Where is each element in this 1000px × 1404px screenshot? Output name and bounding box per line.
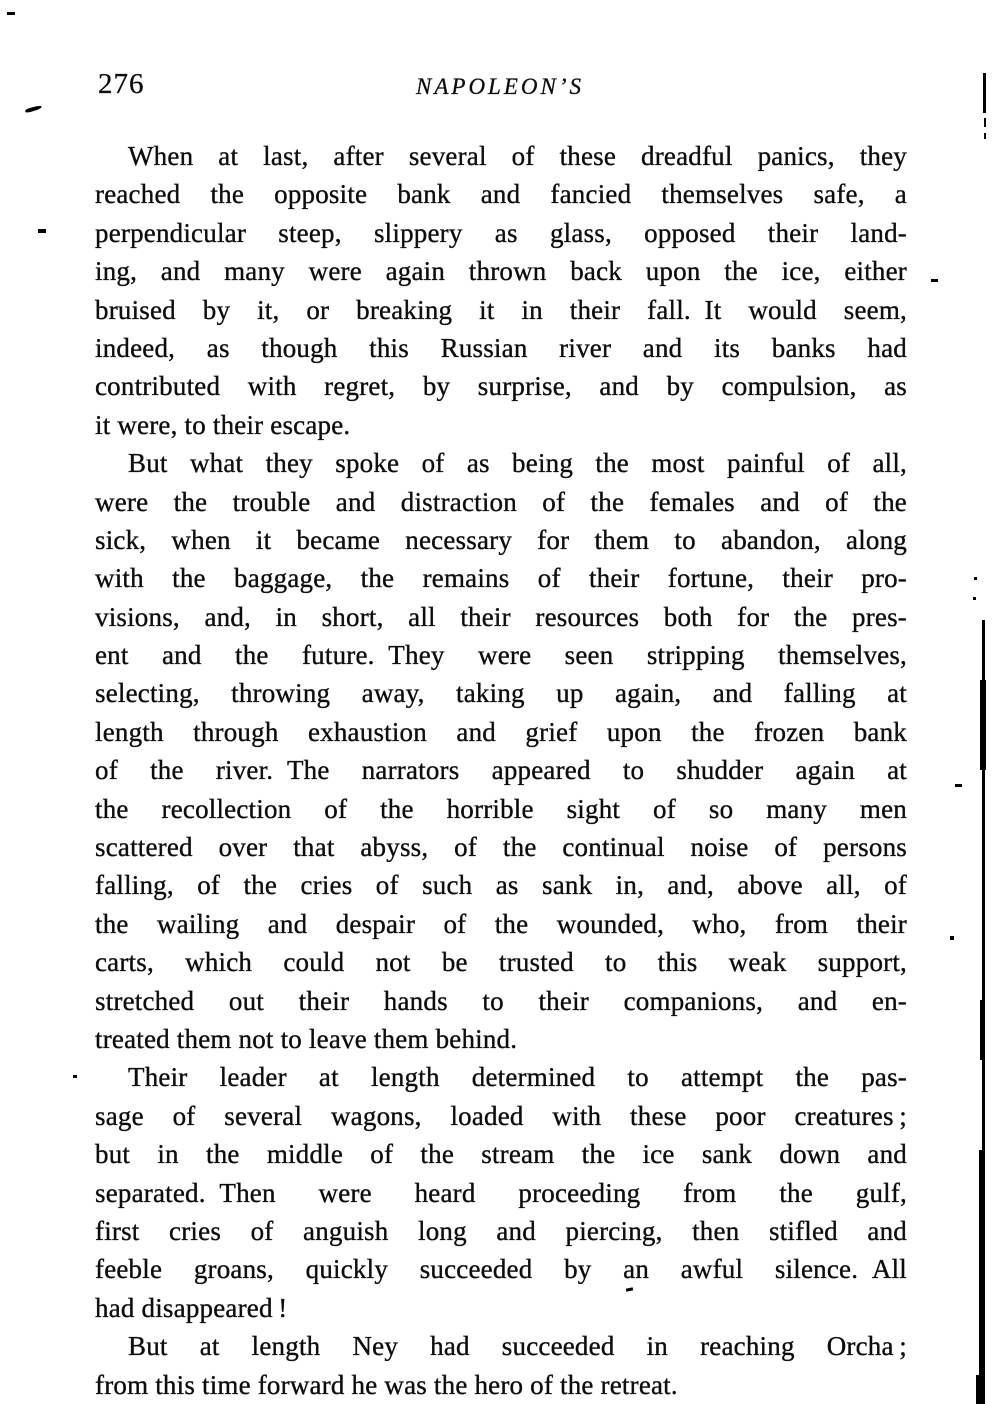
page-number: 276 [98, 68, 145, 100]
text-line: When at last, after several of these dreadful panics, they [128, 141, 907, 171]
text-line: sage of several wagons, loaded with these poor creatures ; [95, 1100, 907, 1131]
text-line: reached the opposite bank and fancied themselves safe, a [95, 179, 907, 210]
scan-speck [7, 12, 15, 15]
scan-speck [38, 229, 46, 233]
paragraph [95, 137, 907, 444]
scan-speck [73, 1075, 77, 1078]
scan-speck [955, 784, 962, 787]
text-line: visions, and, in short, all their resources both for the pres- [95, 601, 907, 632]
paragraph [95, 1327, 907, 1404]
text-line: sick, when it became necessary for them to abandon, along [95, 524, 907, 555]
text-line: had disappeared ! [95, 1292, 288, 1323]
text-line: falling, of the cries of such as sank in, and, above all, of [95, 870, 907, 901]
text-line: separated. Then were heard proceeding from the gulf, [95, 1177, 907, 1208]
paragraph [95, 444, 907, 1058]
text-line: But what they spoke of as being the most painful of all, [128, 448, 907, 479]
text-line: Their leader at length determined to attempt the pas- [128, 1062, 907, 1093]
text-line: perpendicular steep, slippery as glass, opposed their land- [95, 217, 907, 248]
paragraph [95, 1058, 907, 1327]
text-line: the recollection of the horrible sight of so many men [95, 793, 907, 824]
scan-edge-line [983, 73, 986, 113]
scan-speck [931, 279, 938, 282]
scan-speck [974, 577, 977, 580]
text-line: But at length Ney had succeeded in reaching Orcha ; [128, 1331, 907, 1362]
text-line: treated them not to leave them behind. [95, 1023, 518, 1054]
scan-edge-line [979, 1150, 985, 1404]
text-line: carts, which could not be trusted to this weak support, [95, 947, 907, 978]
text-line: with the baggage, the remains of their fortune, their pro- [95, 563, 907, 594]
scan-edge-line [980, 1000, 985, 1060]
page-text [95, 137, 907, 1404]
text-line: from this time forward he was the hero of the retreat. [95, 1369, 678, 1400]
scan-speck [950, 936, 954, 940]
text-line: were the trouble and distraction of the females and of the [95, 486, 907, 517]
text-line: it were, to their escape. [95, 409, 351, 440]
text-line: scattered over that abyss, of the continual noise of persons [95, 832, 907, 863]
text-line: ing, and many were again thrown back upon the ice, either [95, 256, 907, 287]
text-line: stretched out their hands to their companions, and en- [95, 985, 907, 1016]
scan-edge-line [976, 1375, 983, 1404]
text-line: of the river. The narrators appeared to shudder again at [95, 755, 907, 786]
text-line: but in the middle of the stream the ice sank down and [95, 1139, 907, 1170]
text-line: selecting, throwing away, taking up again, and falling at [95, 678, 907, 709]
text-line: feeble groans, quickly succeeded by an awful silence. All [95, 1254, 907, 1285]
scan-speck [25, 105, 42, 114]
text-line: contributed with regret, by surprise, and by compulsion, as [95, 371, 907, 402]
text-line: bruised by it, or breaking it in their fall. It would seem, [95, 294, 907, 325]
text-line: ent and the future. They were seen stripping themselves, [95, 640, 907, 671]
scan-edge-line [984, 118, 986, 127]
text-line: the wailing and despair of the wounded, who, from their [95, 908, 907, 939]
text-line: indeed, as though this Russian river and its banks had [95, 332, 907, 363]
text-line: first cries of anguish long and piercing, then stifled and [95, 1215, 907, 1246]
scan-speck [973, 597, 976, 600]
scan-edge-line [980, 680, 986, 770]
scan-edge-line [984, 133, 986, 139]
text-line: length through exhaustion and grief upon the frozen bank [95, 716, 907, 747]
running-header: NAPOLEON’S [416, 74, 584, 99]
